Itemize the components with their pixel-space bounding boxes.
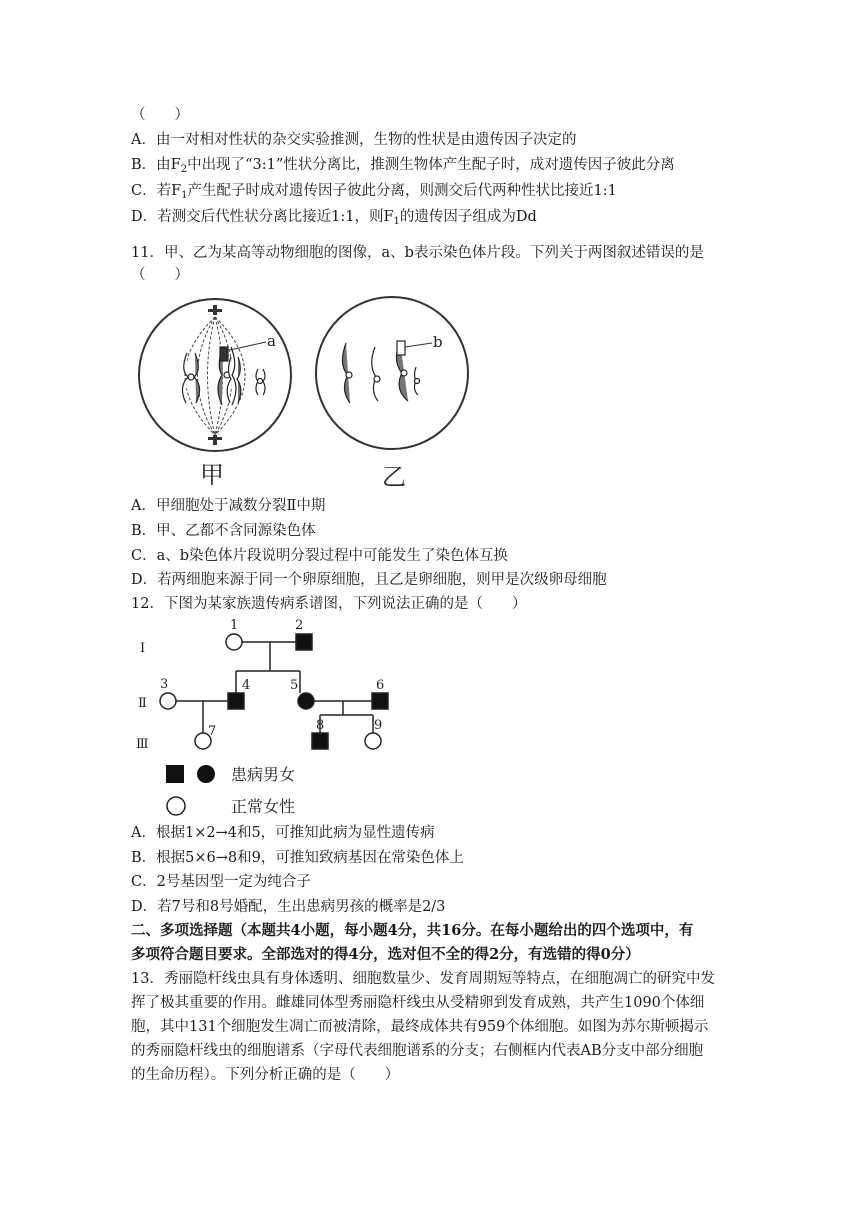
section2-heading-line2: 多项符合题目要求。全部选对的得4分，选对但不全的得2分，有选错的得0分）	[131, 946, 640, 963]
q12-stem: 12．下图为某家族遗传病系谱图，下列说法正确的是（ ）	[131, 596, 527, 612]
individual-4	[228, 693, 244, 709]
q10-option-c: C．若$F_1$产生配子时成对遗传因子彼此分离，则测交后代两种性状比接近1:1	[131, 183, 617, 201]
label-7: 7	[208, 724, 217, 739]
q13-stem-line1: 13．秀丽隐杆线虫具有身体透明、细胞数量少、发育周期短等特点，在细胞凋亡的研究中发	[131, 971, 715, 987]
cell-jia	[139, 299, 291, 489]
legend-normal-female	[167, 797, 185, 815]
label-4: 4	[242, 678, 251, 693]
label-6: 6	[376, 678, 385, 693]
caption-jia: 甲	[200, 461, 224, 489]
q10-option-a: A．由一对相对性状的杂交实验推测，生物的性状是由遗传因子决定的	[131, 132, 577, 148]
pedigree-chart	[130, 615, 410, 820]
label-5: 5	[290, 678, 299, 693]
label-9: 9	[374, 718, 383, 733]
q13-stem-line2: 挥了极其重要的作用。雌雄同体型秀丽隐杆线虫从受精卵到发育成熟，共产生1090个体细	[131, 995, 705, 1011]
q10-option-b: B．由$F_2$中出现了“3:1”性状分离比，推测生物体产生配子时，成对遗传因子彼此分离	[131, 157, 675, 175]
q12-option-c: C．2号基因型一定为纯合子	[131, 874, 311, 890]
q13-stem-line3: 胞，其中131个细胞发生凋亡而被清除，最终成体共有959个体细胞。如图为苏尔斯顿揭示	[131, 1019, 709, 1035]
q11-option-b: B．甲、乙都不含同源染色体	[131, 523, 316, 539]
legend-affected-female	[197, 765, 215, 783]
label-a: a	[267, 332, 276, 350]
q11-stem: 11．甲、乙为某高等动物细胞的图像，a、b表示染色体片段。下列关于两图叙述错误的是	[131, 245, 704, 261]
individual-6	[372, 693, 388, 709]
q12-option-b: B．根据5×6→8和9，可推知致病基因在常染色体上	[131, 850, 464, 866]
gen-label-1: Ⅰ	[140, 641, 146, 656]
legend-affected-male	[166, 765, 184, 783]
legend-normal-label: 正常女性	[231, 797, 296, 816]
q11-paren: （ ）	[131, 267, 189, 283]
label-b: b	[433, 333, 443, 351]
gen-label-3: Ⅲ	[136, 737, 149, 752]
label-8: 8	[316, 718, 325, 733]
cell-division-figure	[130, 295, 500, 495]
section2-heading-line1: 二、多项选择题（本题共4小题，每小题4分，共16分。在每小题给出的四个选项中，有	[131, 922, 694, 939]
q10-option-d: D．若测交后代性状分离比接近1:1，则$F_1$的遗传因子组成为Dd	[131, 209, 537, 227]
q11-option-a: A．甲细胞处于减数分裂Ⅱ中期	[131, 498, 326, 514]
individual-3	[160, 693, 176, 709]
caption-yi: 乙	[382, 463, 406, 491]
label-3: 3	[160, 677, 169, 692]
individual-9	[365, 733, 381, 749]
q13-stem-line5: 的生命历程）。下列分析正确的是（ ）	[131, 1067, 400, 1083]
individual-5	[298, 693, 314, 709]
cell-yi	[316, 297, 468, 491]
individual-2	[296, 634, 312, 650]
q12-option-a: A．根据1×2→4和5，可推知此病为显性遗传病	[131, 825, 435, 841]
individual-1	[226, 634, 242, 650]
individual-8	[312, 733, 328, 749]
q11-option-d: D．若两细胞来源于同一个卵原细胞，且乙是卵细胞，则甲是次级卵母细胞	[131, 572, 607, 588]
q12-option-d: D．若7号和8号婚配，生出患病男孩的概率是2/3	[131, 899, 446, 915]
gen-label-2: Ⅱ	[138, 696, 147, 711]
q13-stem-line4: 的秀丽隐杆线虫的细胞谱系（字母代表细胞谱系的分支；右侧框内代表AB分支中部分细胞	[131, 1043, 704, 1059]
label-1: 1	[230, 618, 239, 633]
q11-option-c: C．a、b染色体片段说明分裂过程中可能发生了染色体互换	[131, 548, 509, 564]
legend-affected-label: 患病男女	[231, 765, 296, 784]
label-2: 2	[295, 618, 304, 633]
q10-paren: （ ）	[131, 107, 189, 123]
